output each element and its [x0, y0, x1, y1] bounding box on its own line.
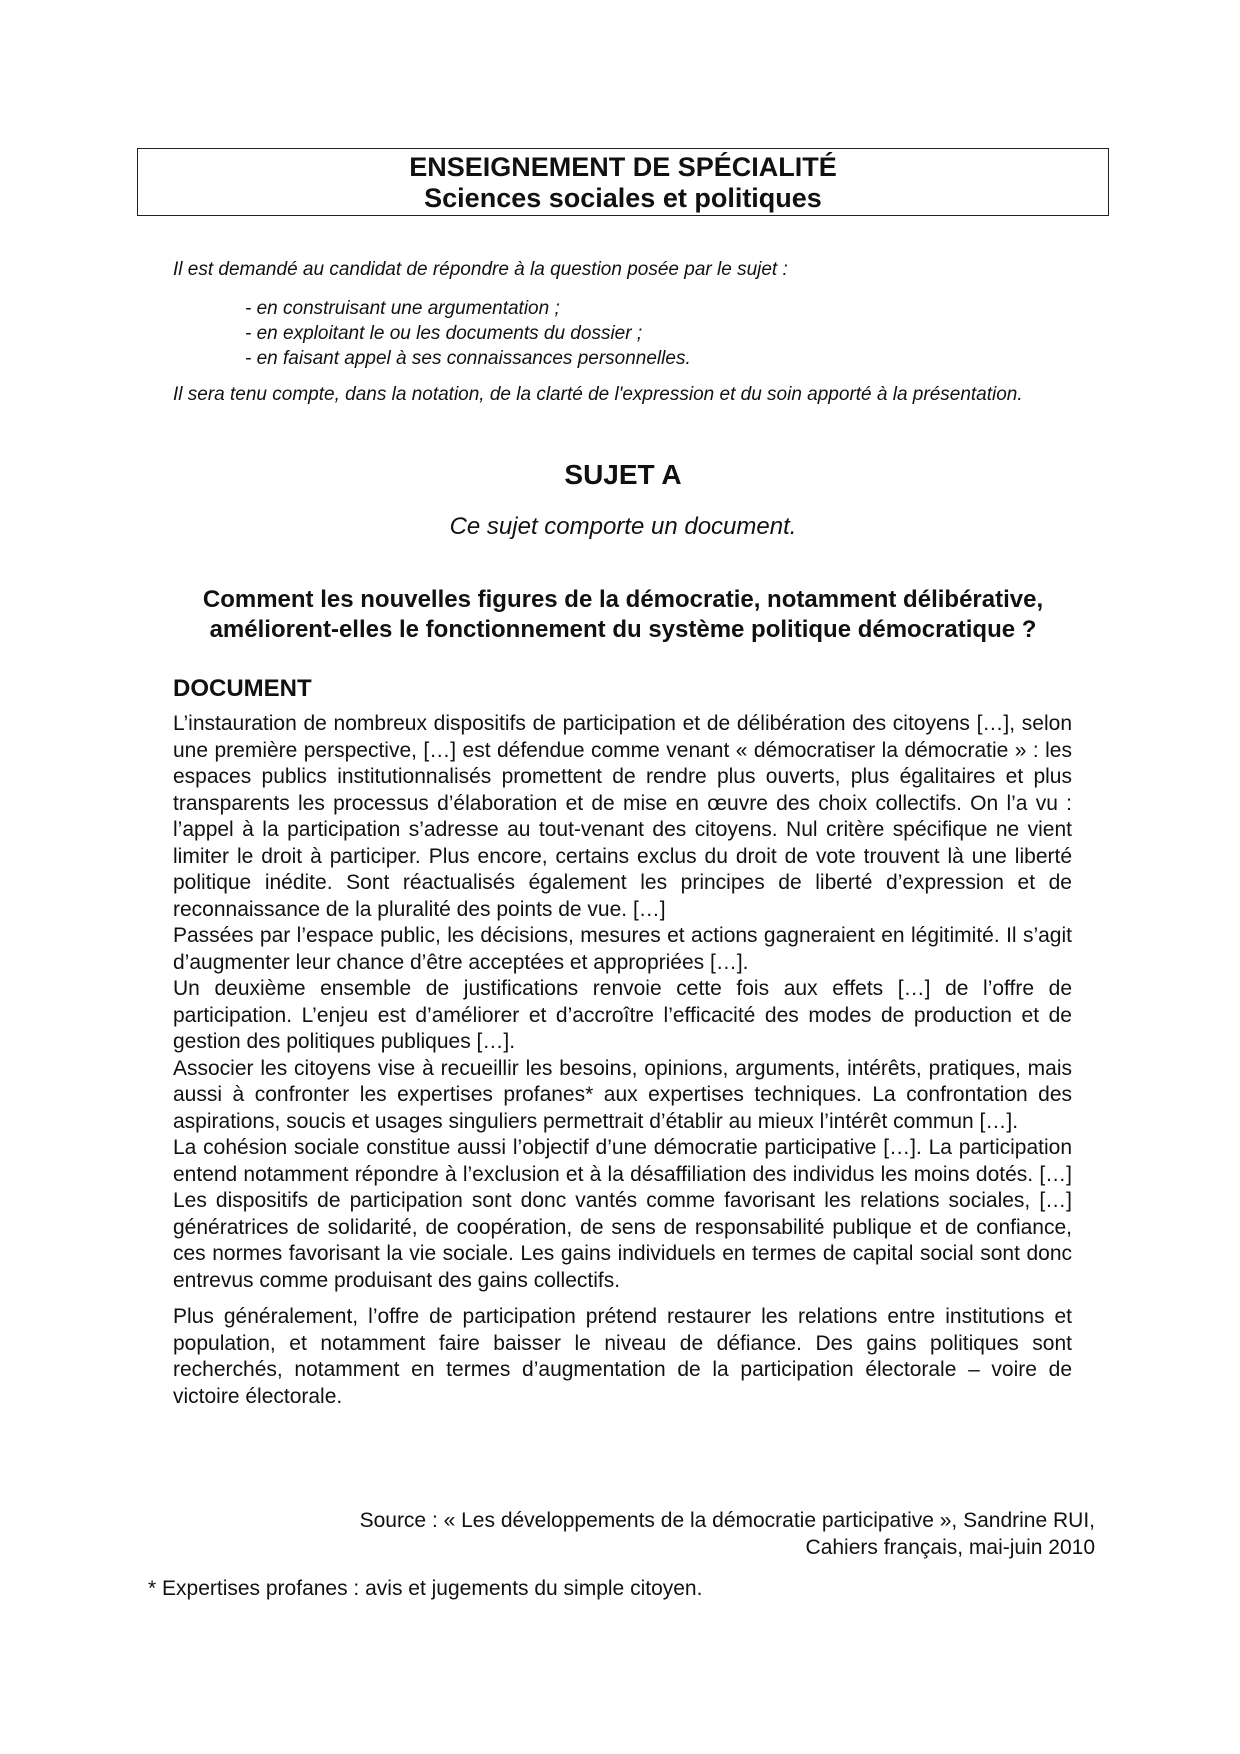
source-line: Source : « Les développements de la démocratie participative », Sandrine RUI,: [359, 1509, 1095, 1532]
instructions-list: [245, 296, 1094, 371]
document-paragraph: Passées par l’espace public, les décisions, mesures et actions gagneraient en légitimité. Il s’agit d’augmenter leur chance d’être acceptées et appropriées […].: [173, 924, 1072, 974]
question-line: Comment les nouvelles figures de la démocratie, notamment délibérative,: [202, 586, 1044, 613]
document-paragraph: La cohésion sociale constitue aussi l’objectif d’une démocratie participative […]. La participation entend notamment répondre à l’exclusion et à la désaffiliation des individus les moins dotés. […] Les dispositifs de participation sont donc vantés comme favorisant les relations sociales, […] génératrices de solidarité, de coopération, de sens de responsabilité publique et de confiance, ces normes favorisant la vie sociale. Les gains individuels en termes de capital social sont donc entrevus comme produisant des gains collectifs.: [173, 1136, 1072, 1292]
document-paragraph: L’instauration de nombreux dispositifs de participation et de délibération des citoyens […], selon une première perspective, […] est défendue comme venant « démocratiser la démocratie » : les espaces publics institutionnalisés promettent de rendre plus ouverts, plus égalitaires et plus transparents les processus d’élaboration et de mise en œuvre des choix collectifs. On l’a vu : l’appel à la participation s’adresse au tout-venant des citoyens. Nul critère spécifique ne vient limiter le droit à participer. Plus encore, certains exclus du droit de vote trouvent là une liberté politique inédite. Sont réactualisés également les principes de liberté d’expression et de reconnaissance de la pluralité des points de vue. […]: [173, 712, 1072, 921]
sujet-subtitle: Ce sujet comporte un document.: [449, 513, 797, 540]
instructions-item: - en faisant appel à ses connaissances personnelles.: [245, 348, 691, 369]
document-paragraph: Associer les citoyens vise à recueillir les besoins, opinions, arguments, intérêts, pratiques, mais aussi à confronter les expertises profanes* aux expertises techniques. La confrontation des aspirations, soucis et usages singuliers permettrait d’établir au mieux l’intérêt commun […].: [173, 1056, 1072, 1133]
instructions-block: [173, 257, 1094, 407]
document-paragraph: Un deuxième ensemble de justifications renvoie cette fois aux effets […] de l’offre de participation. L’enjeu est d’améliorer et d’accroître l’efficacité des modes de production et de gestion des politiques publiques […].: [173, 977, 1072, 1053]
sujet-title: SUJET A: [564, 459, 682, 490]
instructions-item: - en construisant une argumentation ;: [245, 298, 560, 319]
header-box: [137, 148, 1109, 216]
document-source: [137, 1507, 1095, 1561]
instructions-intro: Il est demandé au candidat de répondre à la question posée par le sujet :: [173, 259, 788, 280]
question-line: améliorent-elles le fonctionnement du système politique démocratique ?: [209, 616, 1037, 643]
sujet-question: [137, 585, 1109, 645]
document-paragraph: Plus généralement, l’offre de participation prétend restaurer les relations entre institutions et population, et notamment faire baisser le niveau de défiance. Des gains politiques sont recherchés, notamment en termes d’augmentation de la participation électorale – voire de victoire électorale.: [173, 1305, 1072, 1408]
instructions-item: - en exploitant le ou les documents du dossier ;: [245, 323, 643, 344]
document-body: [173, 711, 1072, 1410]
header-subtitle: Sciences sociales et politiques: [424, 183, 822, 213]
document-heading: DOCUMENT: [173, 675, 312, 702]
header-title: ENSEIGNEMENT DE SPÉCIALITÉ: [409, 152, 837, 182]
instructions-note: Il sera tenu compte, dans la notation, de la clarté de l'expression et du soin apporté à la présentation.: [173, 384, 1023, 405]
footnote: * Expertises profanes : avis et jugements du simple citoyen.: [148, 1577, 703, 1600]
source-line: Cahiers français, mai-juin 2010: [805, 1536, 1095, 1559]
